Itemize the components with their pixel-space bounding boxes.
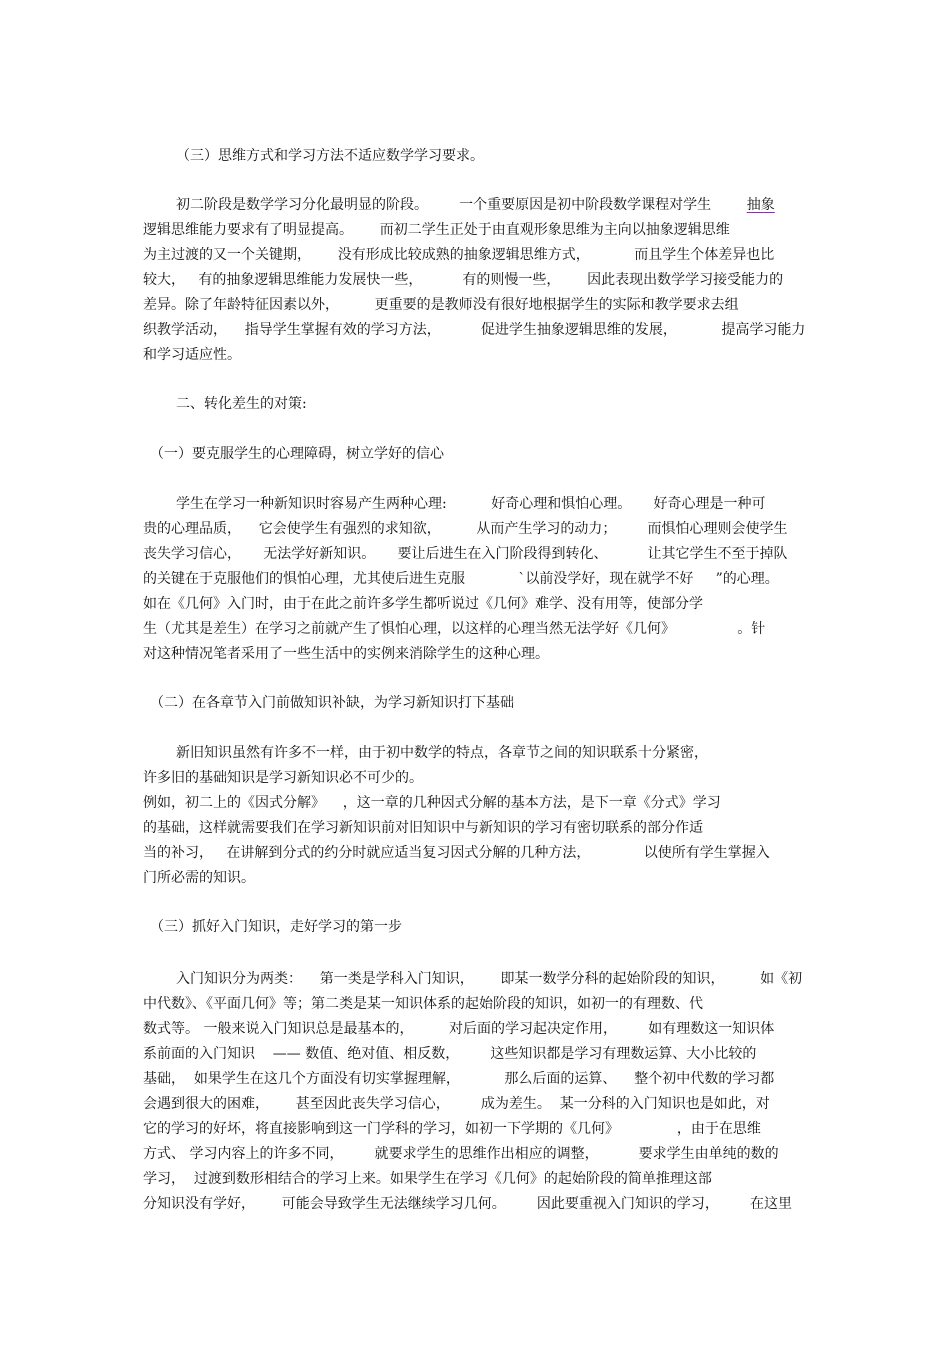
section-heading: 二、转化差生的对策: bbox=[176, 396, 307, 412]
paragraph-line: 和学习适应性。 bbox=[143, 347, 241, 363]
subsection-heading: （三）抓好入门知识，走好学习的第一步 bbox=[150, 919, 402, 935]
paragraph-line: 织教学活动， 指导学生掌握有效的学习方法， 促进学生抽象逻辑思维的发展， 提高学习能力 bbox=[143, 322, 806, 338]
text-link[interactable]: 抽象 bbox=[746, 197, 775, 213]
paragraph-line: 对这种情况笔者采用了一些生活中的实例来消除学生的这种心理。 bbox=[143, 646, 549, 662]
paragraph-line: 基础， 如果学生在这几个方面没有切实掌握理解， 那么后面的运算、 整个初中代数的学习都 bbox=[143, 1071, 775, 1087]
paragraph-line: 系前面的入门知识 —— 数值、绝对值、相反数， 这些知识都是学习有理数运算、大小比较的 bbox=[143, 1046, 757, 1062]
paragraph-line: 当的补习， 在讲解到分式的约分时就应适当复习因式分解的几种方法， 以使所有学生掌握入 bbox=[143, 845, 770, 861]
paragraph-line: 学习， 过渡到数形相结合的学习上来。如果学生在学习《几何》的起始阶段的简单推理这部 bbox=[143, 1171, 712, 1187]
paragraph-line: 门所必需的知识。 bbox=[143, 870, 255, 886]
paragraph-line: 它的学习的好坏，将直接影响到这一门学科的学习，如初一下学期的《几何》 ，由于在思维 bbox=[143, 1121, 761, 1137]
paragraph-line: 较大， 有的抽象逻辑思维能力发展快一些， 有的则慢一些， 因此表现出数学学习接受能力的 bbox=[143, 272, 784, 288]
paragraph-line: 贵的心理品质， 它会使学生有强烈的求知欲， 从而产生学习的动力； 而惧怕心理则会使学生 bbox=[143, 521, 788, 537]
paragraph-line: 新旧知识虽然有许多不一样，由于初中数学的特点，各章节之间的知识联系十分紧密， bbox=[176, 745, 708, 761]
paragraph-line: 生（尤其是差生）在学习之前就产生了惧怕心理，以这样的心理当然无法学好《几何》 。针 bbox=[143, 621, 766, 637]
paragraph-line: 中代数》、《平面几何》等；第二类是某一知识体系的起始阶段的知识，如初一的有理数、代 bbox=[143, 996, 703, 1012]
paragraph-line: 方式、 学习内容上的许多不同， 就要求学生的思维作出相应的调整， 要求学生由单纯的数的 bbox=[143, 1146, 779, 1162]
paragraph-line: 差异。除了年龄特征因素以外， 更重要的是教师没有很好地根据学生的实际和教学要求去组 bbox=[143, 297, 739, 313]
paragraph-line: 的关键在于克服他们的惧怕心理，尤其使后进生克服 `以前没学好，现在就学不好 ”的心理。 bbox=[143, 571, 779, 587]
paragraph-line: 入门知识分为两类： 第一类是学科入门知识， 即某一数学分科的起始阶段的知识， 如《初 bbox=[176, 971, 803, 987]
paragraph-line: 初二阶段是数学学习分化最明显的阶段。 一个重要原因是初中阶段数学课程对学生 抽象 bbox=[176, 197, 775, 213]
paragraph-line: 许多旧的基础知识是学习新知识必不可少的。 bbox=[143, 770, 423, 786]
paragraph-line: 会遇到很大的困难， 甚至因此丧失学习信心， 成为差生。 某一分科的入门知识也是如此，对 bbox=[143, 1096, 770, 1112]
paragraph-line: 分知识没有学好， 可能会导致学生无法继续学习几何。 因此要重视入门知识的学习， 在这里 bbox=[143, 1196, 793, 1212]
paragraph-line: 学生在学习一种新知识时容易产生两种心理: 好奇心理和惧怕心理。 好奇心理是一种可 bbox=[176, 496, 766, 512]
paragraph-line: 例如，初二上的《因式分解》 ，这一章的几种因式分解的基本方法，是下一章《分式》学习 bbox=[143, 795, 721, 811]
subsection-heading: （二）在各章节入门前做知识补缺，为学习新知识打下基础 bbox=[150, 695, 514, 711]
paragraph-line: 为主过渡的又一个关键期， 没有形成比较成熟的抽象逻辑思维方式， 而且学生个体差异也比 bbox=[143, 247, 775, 263]
paragraph-line: 如在《几何》入门时，由于在此之前许多学生都听说过《几何》难学、没有用等，使部分学 bbox=[143, 596, 703, 612]
section-heading: （三）思维方式和学习方法不适应数学学习要求。 bbox=[176, 148, 484, 164]
paragraph-line: 的基础，这样就需要我们在学习新知识前对旧知识中与新知识的学习有密切联系的部分作适 bbox=[143, 820, 703, 836]
paragraph-line: 逻辑思维能力要求有了明显提高。 而初二学生正处于由直观形象思维为主向以抽象逻辑思维 bbox=[143, 222, 730, 238]
subsection-heading: （一）要克服学生的心理障碍，树立学好的信心 bbox=[150, 446, 444, 462]
paragraph-line: 丧失学习信心， 无法学好新知识。 要让后进生在入门阶段得到转化、 让其它学生不至于掉队 bbox=[143, 546, 788, 562]
paragraph-line: 数式等。 一般来说入门知识总是最基本的， 对后面的学习起决定作用， 如有理数这一知识体 bbox=[143, 1021, 775, 1037]
